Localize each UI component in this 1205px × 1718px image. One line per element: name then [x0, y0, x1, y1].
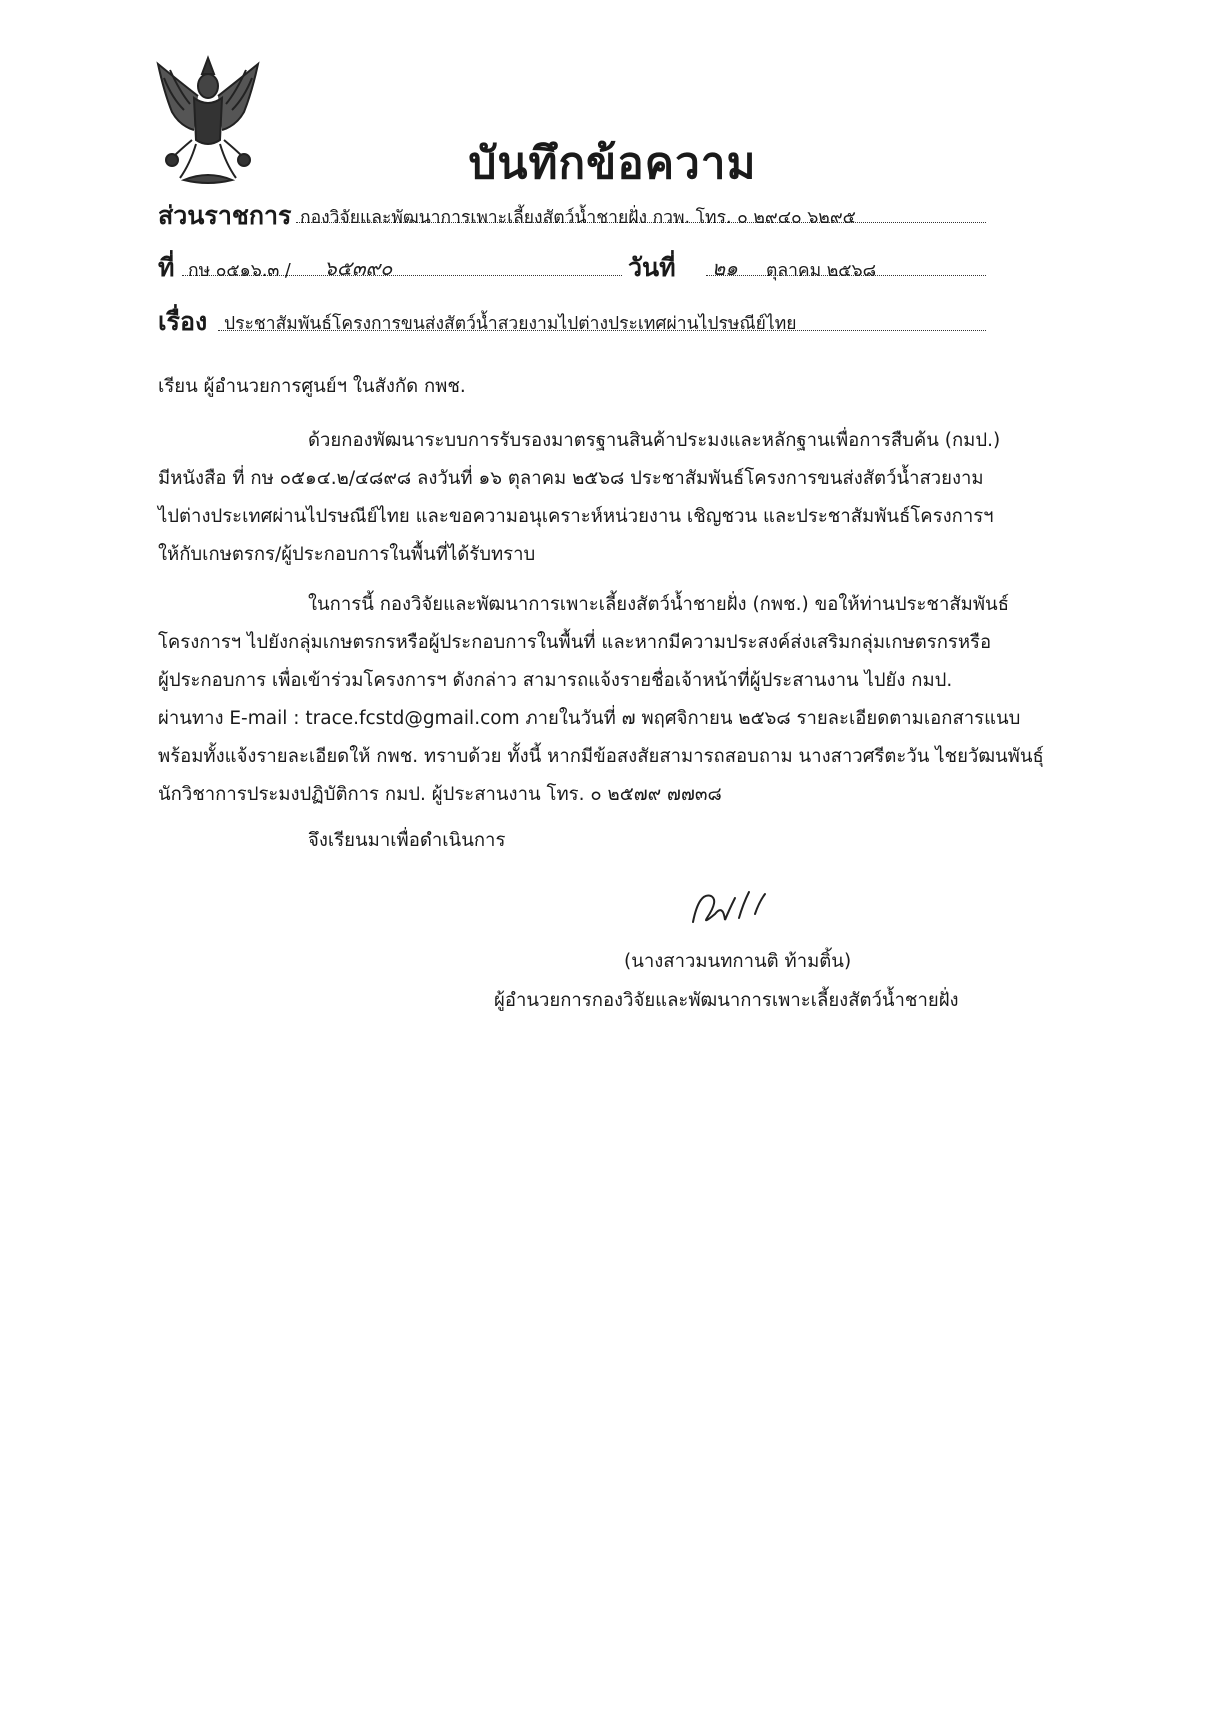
closing-line: จึงเรียนมาเพื่อดำเนินการ [308, 830, 506, 851]
memo-title: บันทึกข้อความ [468, 138, 757, 189]
paragraph2-line: ผู้ประกอบการ เพื่อเข้าร่วมโครงการฯ ดังกล่าว สามารถแจ้งรายชื่อเจ้าหน้าที่ผู้ประสานงาน ไปยัง กมป. [158, 670, 953, 691]
paragraph1-line: ไปต่างประเทศผ่านไปรษณีย์ไทย และขอความอนุเคราะห์หน่วยงาน เชิญชวน และประชาสัมพันธ์โครงการฯ [158, 506, 994, 527]
paragraph1-line: ให้กับเกษตรกร/ผู้ประกอบการในพื้นที่ได้รับทราบ [158, 544, 536, 565]
ref-value: กษ ๐๕๑๖.๓ / [188, 261, 291, 281]
subject-label: เรื่อง [158, 307, 208, 336]
paragraph2-line: พร้อมทั้งแจ้งรายละเอียดให้ กพช. ทราบด้วย ทั้งนี้ หากมีข้อสงสัยสามารถสอบถาม นางสาวศรีตะวัน ไชยวัฒนพันธุ์ [158, 746, 1044, 767]
agency-label: ส่วนราชการ [158, 201, 292, 230]
paragraph2-line: ผ่านทาง E-mail : trace.fcstd@gmail.com ภายในวันที่ ๗ พฤศจิกายน ๒๕๖๘ รายละเอียดตามเอกสารแนบ [158, 708, 1021, 729]
subject-value: ประชาสัมพันธ์โครงการขนส่งสัตว์น้ำสวยงามไปต่างประเทศผ่านไปรษณีย์ไทย [224, 314, 797, 334]
signatory-position: ผู้อำนวยการกองวิจัยและพัฒนาการเพาะเลี้ยงสัตว์น้ำชายฝั่ง [494, 990, 959, 1011]
date-month-year: ตุลาคม ๒๕๖๘ [766, 261, 877, 281]
signatory-name: (นางสาวมนทกานติ ท้ามติ้น) [624, 951, 852, 972]
date-label: วันที่ [628, 253, 676, 282]
agency-value: กองวิจัยและพัฒนาการเพาะเลี้ยงสัตว์น้ำชายฝั่ง กวพ. โทร. ๐ ๒๙๔๐ ๖๒๙๕ [300, 208, 856, 228]
date-day-handwritten: ๒๑ [712, 256, 738, 280]
paragraph1-line: ด้วยกองพัฒนาระบบการรับรองมาตรฐานสินค้าประมงและหลักฐานเพื่อการสืบค้น (กมป.) [308, 430, 1001, 451]
paragraph2-line: นักวิชาการประมงปฏิบัติการ กมป. ผู้ประสานงาน โทร. ๐ ๒๕๗๙ ๗๗๓๘ [158, 784, 722, 805]
paragraph1-line: มีหนังสือ ที่ กษ ๐๕๑๔.๒/๔๘๙๘ ลงวันที่ ๑๖ ตุลาคม ๒๕๖๘ ประชาสัมพันธ์โครงการขนส่งสัตว์น้ำสวยงาม [158, 468, 984, 489]
ref-label: ที่ [158, 253, 175, 282]
handwritten-signature [685, 884, 775, 934]
paragraph2-line: ในการนี้ กองวิจัยและพัฒนาการเพาะเลี้ยงสัตว์น้ำชายฝั่ง (กพช.) ขอให้ท่านประชาสัมพันธ์ [308, 594, 1009, 615]
salutation: เรียน ผู้อำนวยการศูนย์ฯ ในสังกัด กพช. [158, 376, 466, 397]
ref-handwritten-number: ๖๕๓๙๐ [324, 256, 393, 280]
paragraph2-line: โครงการฯ ไปยังกลุ่มเกษตรกรหรือผู้ประกอบการในพื้นที่ และหากมีความประสงค์ส่งเสริมกลุ่มเกษตรกรหรือ [158, 632, 992, 653]
